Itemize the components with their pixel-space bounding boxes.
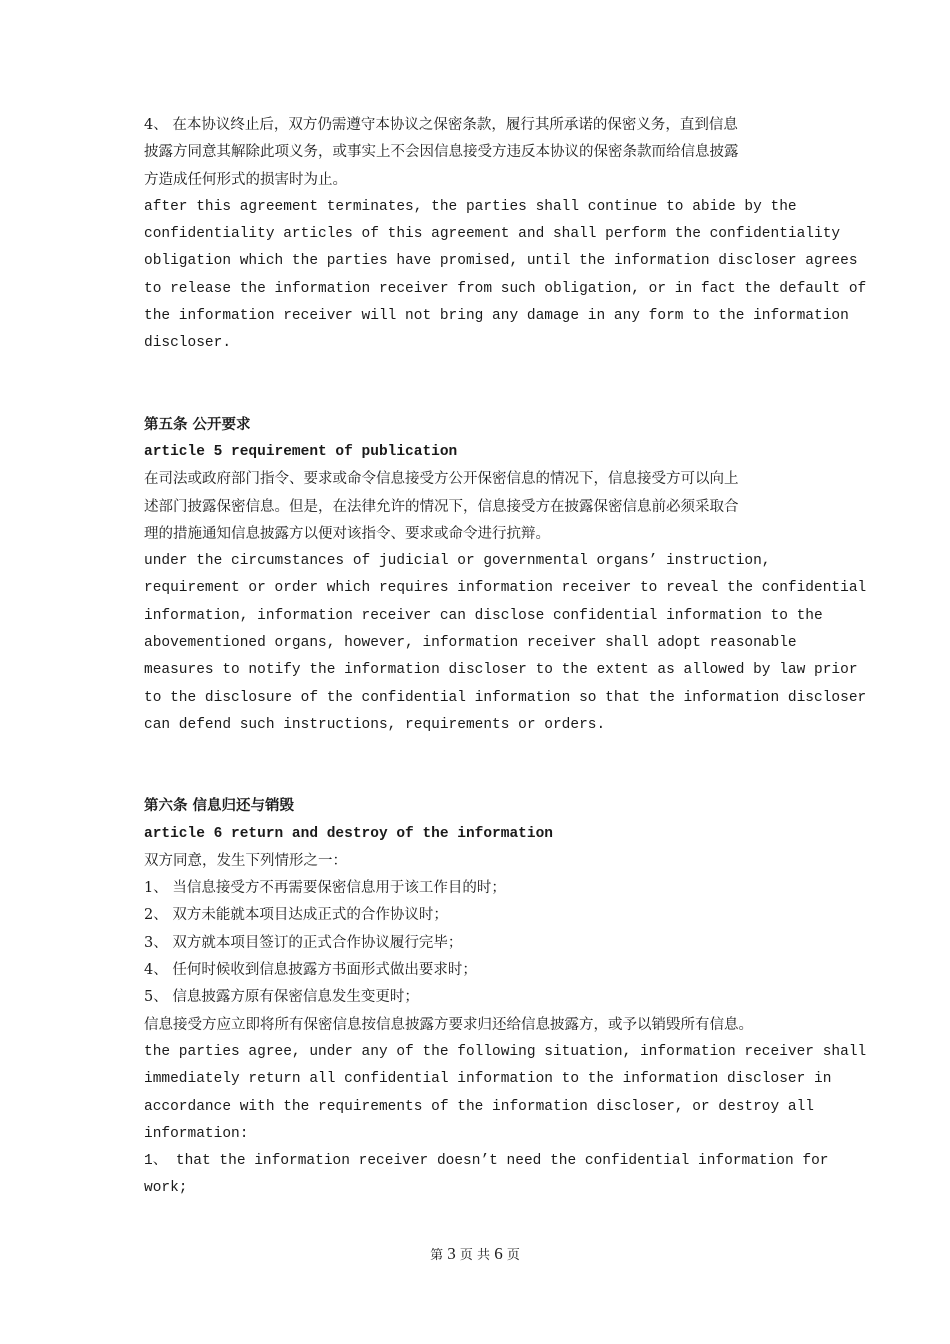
article-5-en-line: to the disclosure of the confidential information so that the information discloser [144,689,867,706]
article-6-item-cn: 1、 当信息接受方不再需要保密信息用于该工作目的时； [144,880,506,897]
section-spacer [144,358,814,412]
article-6-en-line: accordance with the requirements of the information discloser, or destroy all [144,1098,815,1115]
page-body [144,112,867,1203]
current-page-number: 3 [447,1244,456,1263]
article-5-cn-line: 在司法或政府部门指令、要求或命令信息接受方公开保密信息的情况下，信息接受方可以向上 [144,471,739,488]
article-6-item-cn: 3、 双方就本项目签订的正式合作协议履行完毕； [144,934,463,951]
article-5 [144,412,867,740]
article-5-en-line: information, information receiver can disclose confidential information to the [144,607,823,624]
article-6-en-line: the parties agree, under any of the following situation, information receiver shall [144,1043,867,1060]
clause-4-en-line: to release the information receiver from such obligation, or in fact the default of [144,280,867,297]
page-footer [0,1244,950,1264]
footer-mid: 页 共 [459,1248,491,1263]
article-5-heading-en: article 5 requirement of publication [144,443,458,460]
article-5-en-line: can defend such instructions, requirements or orders. [144,716,606,733]
article-6-conclusion-cn: 信息接受方应立即将所有保密信息按信息披露方要求归还给信息披露方，或予以销毁所有信息。 [144,1016,753,1033]
clause-4-cn-line: 披露方同意其解除此项义务，或事实上不会因信息接受方违反本协议的保密条款而给信息披露 [144,144,739,161]
article-5-en-line: under the circumstances of judicial or governmental organs’ instruction, [144,553,771,570]
clause-4-cn-line: 方造成任何形式的损害时为止。 [144,171,347,188]
article-5-cn-line: 述部门披露保密信息。但是，在法律允许的情况下，信息接受方在披露保密信息前必须采取合 [144,498,739,515]
article-5-heading-cn: 第五条 公开要求 [144,416,251,433]
article-6-en-line: 1、 that the information receiver doesn’t need the confidential information for [144,1153,829,1170]
clause-4-en-line: after this agreement terminates, the parties shall continue to abide by the [144,198,797,215]
clause-4 [144,112,867,358]
article-6-item-cn: 5、 信息披露方原有保密信息发生变更时； [144,989,419,1006]
article-5-en-line: measures to notify the information discloser to the extent as allowed by law prior [144,662,858,679]
total-page-count: 6 [494,1244,503,1263]
clause-4-en-line: obligation which the parties have promised, until the information discloser agrees [144,253,858,270]
article-6-item-cn: 4、 任何时候收到信息披露方书面形式做出要求时； [144,962,477,979]
article-6-en-line: immediately return all confidential information to the information discloser in [144,1071,832,1088]
footer-suffix: 页 [506,1248,520,1263]
article-6-intro-cn: 双方同意，发生下列情形之一： [144,852,347,869]
article-6 [144,793,867,1202]
footer-prefix: 第 [430,1248,444,1263]
article-6-item-cn: 2、 双方未能就本项目达成正式的合作协议时； [144,907,448,924]
article-5-cn-line: 理的措施通知信息披露方以便对该指令、要求或命令进行抗辩。 [144,525,550,542]
clause-4-en-line: discloser. [144,335,232,352]
clause-4-en-line: confidentiality articles of this agreement and shall perform the confidentiality [144,226,841,243]
section-spacer [144,739,814,793]
article-5-en-line: abovementioned organs, however, information receiver shall adopt reasonable [144,635,797,652]
article-6-en-line: information: [144,1125,249,1142]
clause-4-cn-line: 4、 在本协议终止后，双方仍需遵守本协议之保密条款，履行其所承诺的保密义务，直到信息 [144,117,738,133]
article-6-heading-en: article 6 return and destroy of the information [144,825,553,842]
article-5-en-line: requirement or order which requires information receiver to reveal the confidential [144,580,867,597]
article-6-heading-cn: 第六条 信息归还与销毁 [144,798,295,815]
clause-4-en-line: the information receiver will not bring any damage in any form to the information [144,308,849,325]
article-6-en-line: work; [144,1180,188,1197]
